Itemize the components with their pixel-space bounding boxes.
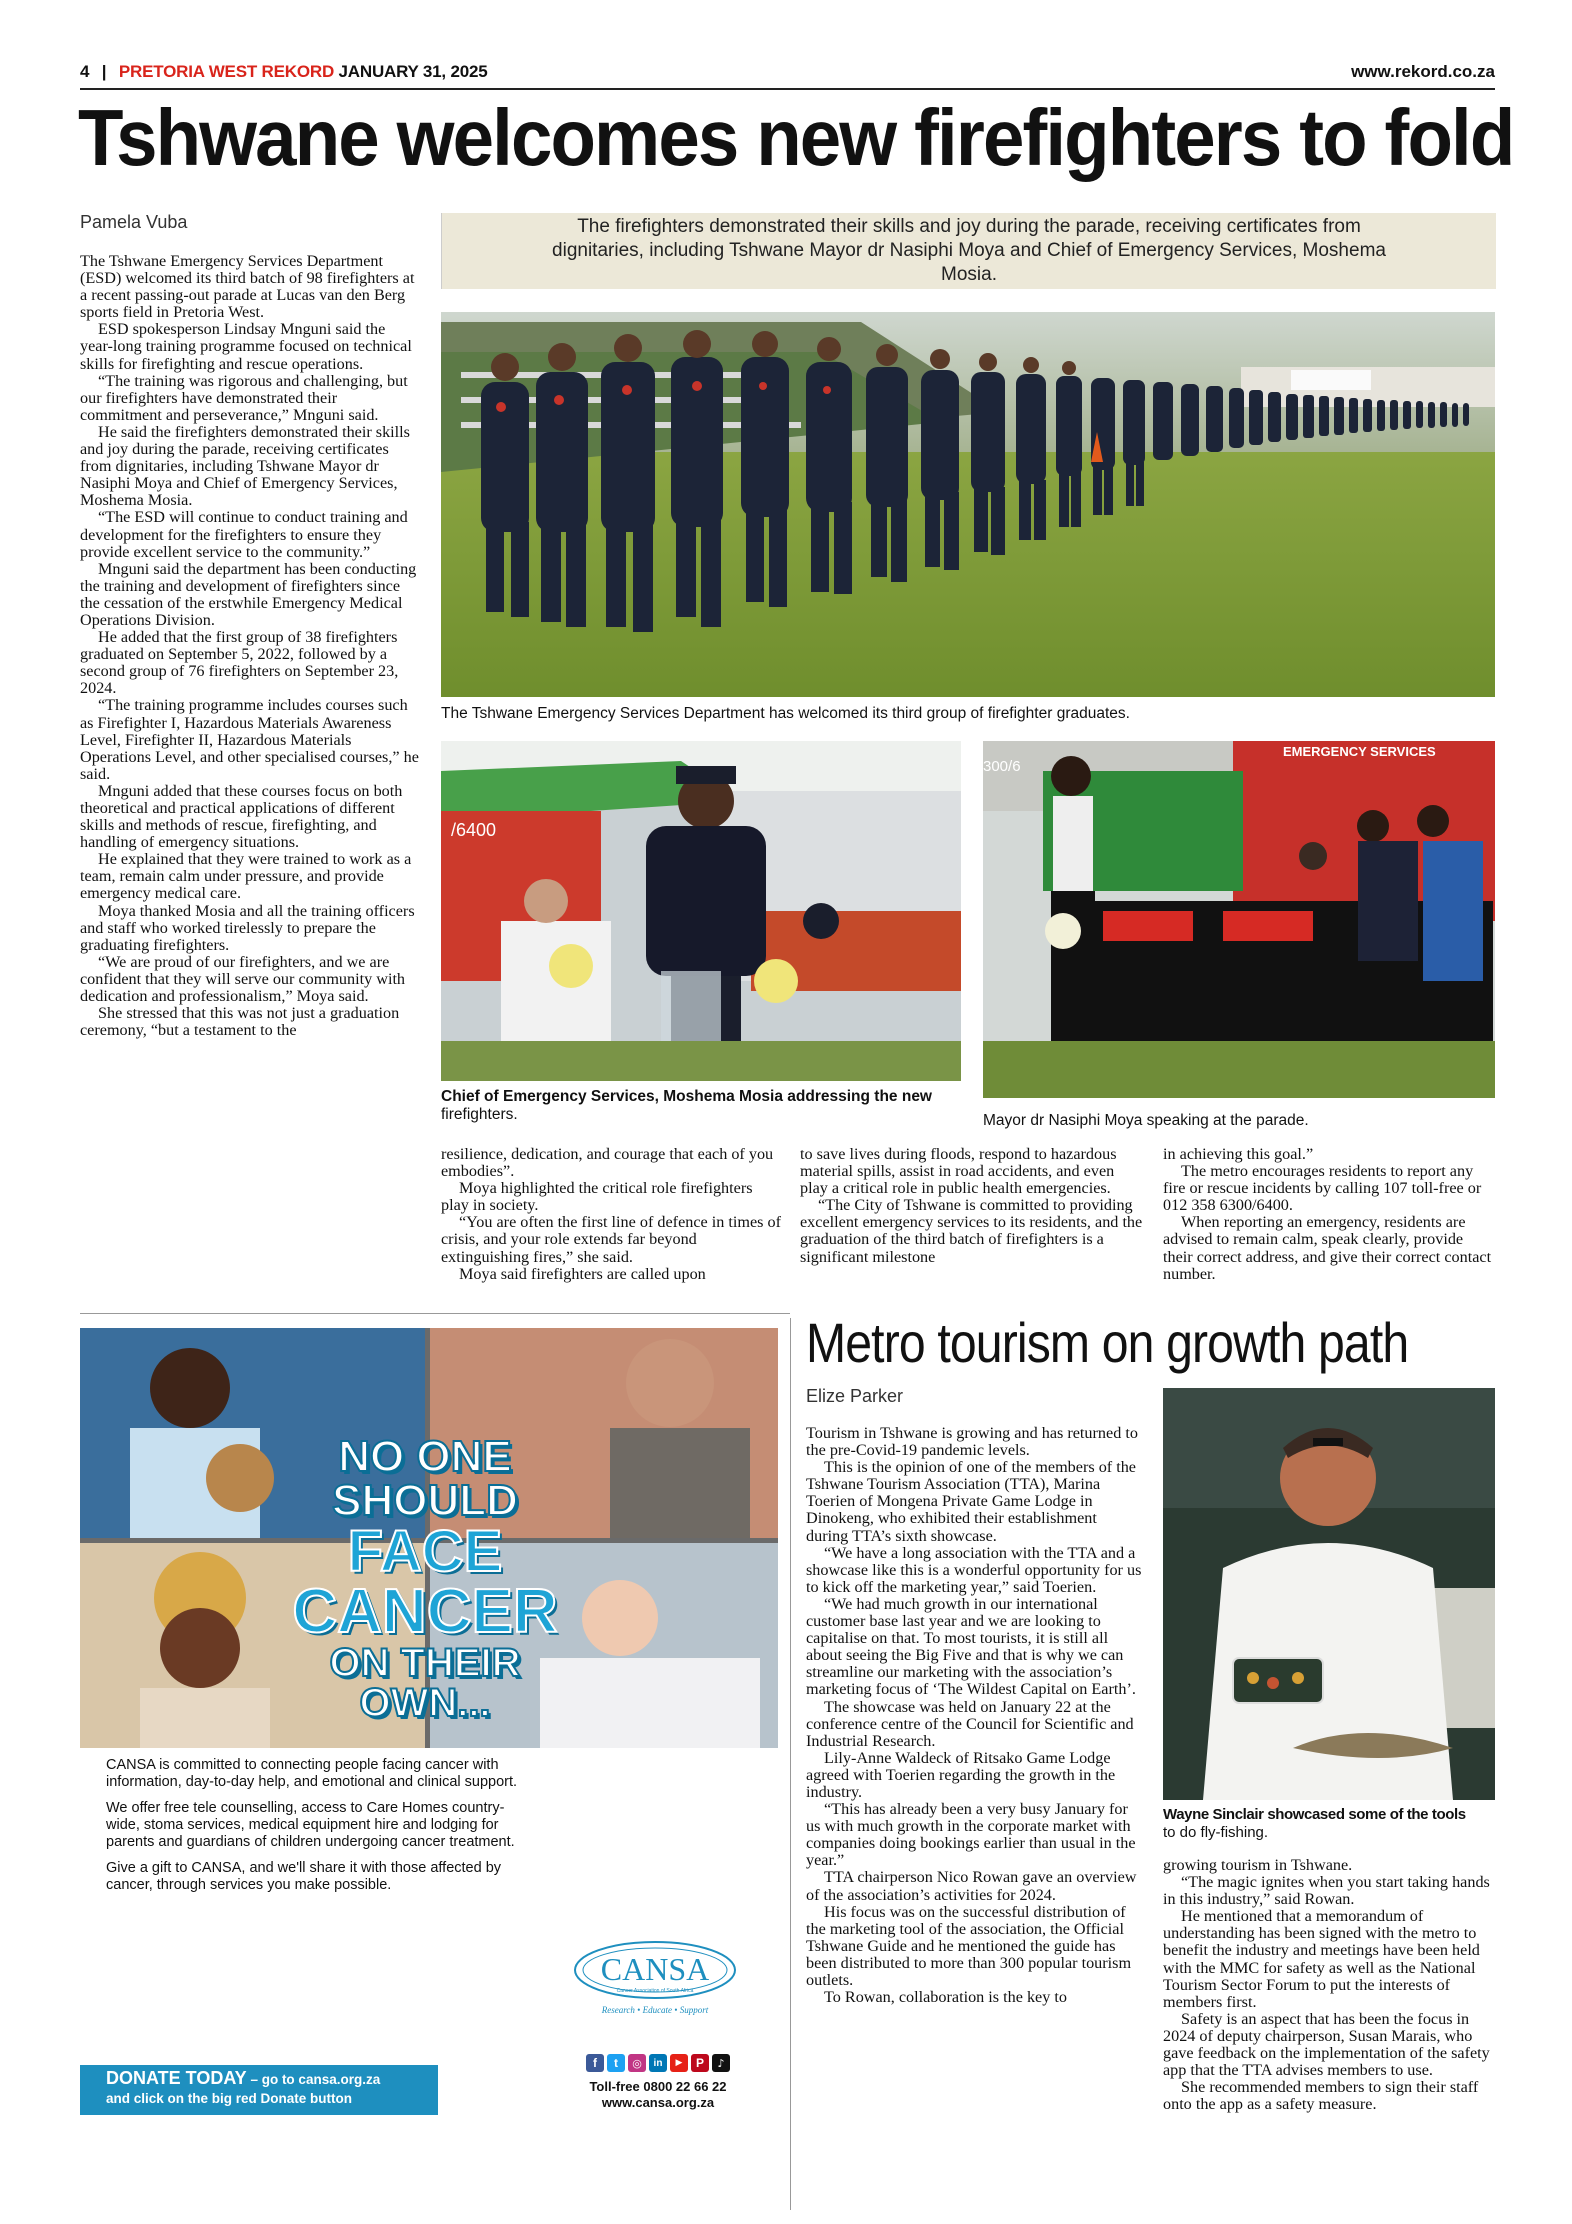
section-divider (790, 1318, 791, 2210)
chief-speaking-photo (441, 741, 961, 1081)
article-column-3 (800, 1146, 1144, 1266)
issue-date: JANUARY 31, 2025 (338, 62, 488, 81)
paragraph: “We have a long association with the TTA and a showcase like this is a wonderful opportunity for us to kick off the marketing year,” said Toerien. (806, 1543, 1142, 1596)
paragraph: Mnguni added that these courses focus on both theoretical and practical applications of different skills and methods of rescue, firefighting, and handling of emergency situations. (80, 781, 403, 852)
article-column-2 (441, 1146, 781, 1283)
paragraph: “This has already been a very busy January for us with much growth in the corporate market with companies doing bookings earlier than usual in the year.” (806, 1800, 1136, 1870)
wayne-photo-caption (1163, 1806, 1503, 1842)
paragraph: ESD spokesperson Lindsay Mnguni said the year-long training programme focused on technical skills for firefighting and rescue operations. (80, 320, 412, 373)
paragraph: He explained that they were trained to work as a team, remain calm under pressure, and provide emergency medical care. (80, 850, 412, 903)
ad-line: OWN... (359, 1681, 491, 1725)
truck-sign-right: EMERGENCY SERVICES (1283, 744, 1436, 759)
tourism-column-2 (1163, 1857, 1495, 2113)
site-url[interactable]: www.rekord.co.za (1351, 62, 1495, 81)
paragraph: The Tshwane Emergency Services Department (ESD) welcomed its third batch of 98 firefighters at a recent passing-out parade at Lucas van den Berg sports field in Pretoria West. (80, 252, 415, 322)
caption-bold: Wayne Sinclair showcased some of the tools (1163, 1806, 1466, 1823)
paragraph: This is the opinion of one of the members of the Tshwane Tourism Association (TTA), Marina Toerien of Mongena Private Game Lodge in Dinokeng, who exhibited their establishment during TTA’s sixth showcase. (806, 1458, 1136, 1545)
mayor-speaking-image (983, 741, 1495, 1098)
cansa-ad-body (106, 1757, 536, 1903)
chief-photo-caption (441, 1088, 961, 1124)
paragraph: Tourism in Tshwane is growing and has returned to the pre-Covid-19 pandemic levels. (806, 1424, 1138, 1460)
ad-paragraph: CANSA is committed to connecting people facing cancer with information, day-to-day help, and emotional and clinical support. (106, 1757, 518, 1790)
cansa-website[interactable]: www.cansa.org.za (601, 2095, 715, 2110)
header-rule (80, 88, 1495, 90)
cansa-logo (570, 1938, 740, 2018)
pinterest-icon[interactable]: P (691, 2054, 709, 2072)
paragraph: “We are proud of our firefighters, and we are confident that they will serve our community with dedication and professionalism,” Moya said. (80, 952, 406, 1006)
pull-quote (441, 213, 1496, 289)
paragraph: Moya highlighted the critical role firefighters play in society. (441, 1179, 753, 1215)
paragraph: He added that the first group of 38 firefighters graduated on September 5, 2022, followed by a second group of 76 firefighters on September 23, 2024. (80, 628, 399, 698)
paragraph: Moya thanked Mosia and all the training officers and staff who worked tirelessly to prepare the graduating firefighters. (80, 901, 415, 954)
paragraph: “You are often the first line of defence in times of crisis, and your role extends far beyond extinguishing fires,” she said. (441, 1213, 782, 1266)
paragraph: Moya said firefighters are called upon (459, 1264, 706, 1283)
linkedin-icon[interactable]: in (649, 2054, 667, 2072)
cansa-contact (560, 2079, 756, 2111)
mayor-speaking-photo (983, 741, 1495, 1098)
paragraph: To Rowan, collaboration is the key to (824, 1988, 1067, 2007)
paragraph: He said the firefighters demonstrated their skills and joy during the parade, receiving certificates from dignitaries, including Tshwane Mayor dr Nasiphi Moya and Chief of Emergency Services, Moshema Mosia. (80, 422, 410, 510)
tiktok-icon[interactable]: ♪ (712, 2054, 730, 2072)
caption-bold: Chief of Emergency Services, Moshema Mosia addressing the new (441, 1088, 932, 1105)
paragraph: resilience, dedication, and courage that each of you embodies”. (441, 1145, 774, 1181)
paragraph: “We had much growth in our international customer base last year and we are looking to capitalise on that. To most tourists, it is still all about seeing the Big Five and that is why we can streamline our marketing with the association’s marketing focus of ‘The Wildest Capital on Earth’. (806, 1594, 1136, 1699)
caption-rest: firefighters. (441, 1106, 518, 1123)
article-column-4 (1163, 1146, 1495, 1283)
ad-top-rule (80, 1313, 790, 1314)
logo-tagline: Research • Educate • Support (601, 2005, 709, 2015)
ad-paragraph: We offer free tele counselling, access to Care Homes country-wide, stoma services, medical equipment hire and lodging for parents and guardians of children undergoing cancer treatment. (106, 1800, 515, 1850)
paragraph: in achieving this goal.” (1163, 1145, 1314, 1163)
article-byline: Pamela Vuba (80, 212, 188, 232)
logo-sub: Cancer Association of South Africa (616, 1988, 694, 1994)
paragraph: “The ESD will continue to conduct training and development for the firefighters to ensure they provide excellent service to the community.” (80, 508, 408, 561)
wayne-sinclair-photo (1163, 1388, 1495, 1800)
ad-line: SHOULD (332, 1476, 518, 1525)
publication-name: PRETORIA WEST REKORD (118, 62, 335, 81)
paragraph: The metro encourages residents to report any fire or rescue incidents by calling 107 toll-free or 012 358 6300/6400. (1163, 1162, 1482, 1215)
mayor-photo-caption: Mayor dr Nasiphi Moya speaking at the parade. (983, 1112, 1309, 1129)
logo-text: CANSA (600, 1951, 710, 1987)
parade-photo (441, 312, 1495, 697)
youtube-icon[interactable]: ▶ (670, 2054, 688, 2072)
tourism-headline: Metro tourism on growth path (806, 1311, 1409, 1374)
ad-line: FACE (347, 1519, 503, 1584)
paragraph: When reporting an emergency, residents are advised to remain calm, speak clearly, provide their correct address, and give their correct contact number. (1163, 1213, 1492, 1283)
donate-rest: – go to cansa.org.za (246, 2072, 381, 2087)
main-photo-caption: The Tshwane Emergency Services Department has welcomed its third group of firefighter graduates. (441, 705, 1130, 722)
paragraph: Mnguni said the department has been conducting the training and development of firefighters since the cessation of the erstwhile Emergency Medical Operations Division. (80, 559, 417, 629)
paragraph: She stressed that this was not just a graduation ceremony, “but a testament to the (80, 1004, 400, 1040)
paragraph: growing tourism in Tshwane. (1163, 1856, 1353, 1874)
page-folio (80, 62, 487, 82)
tourism-byline: Elize Parker (806, 1386, 904, 1406)
paragraph: Lily-Anne Waldeck of Ritsako Game Lodge agreed with Toerien regarding the growth in the industry. (806, 1748, 1116, 1801)
truck-sign-right-2: 300/6 (983, 758, 1021, 775)
paragraph: TTA chairperson Nico Rowan gave an overview of the association’s activities for 2024. (806, 1868, 1137, 1904)
folio-separator: | (101, 62, 107, 81)
tourism-column-1 (806, 1425, 1142, 2006)
donate-banner[interactable] (80, 2065, 438, 2115)
ad-line: ON THEIR (329, 1641, 521, 1685)
paragraph: Safety is an aspect that has been the focus in 2024 of deputy chairperson, Susan Marais, who gave feedback on the implementation of the safety app that the TTA advises members to use. (1163, 2009, 1490, 2080)
paragraph: “The training was rigorous and challenging, but our firefighters have demonstrated their commitment and perseverance,” Mnguni said. (80, 371, 408, 424)
paragraph: She recommended members to sign their staff onto the app as a safety measure. (1163, 2078, 1479, 2114)
tollfree-number: Toll-free 0800 22 66 22 (589, 2079, 727, 2094)
paragraph: to save lives during floods, respond to hazardous material spills, assist in road accidents, and even play a critical role in public health emergencies. (800, 1145, 1117, 1198)
donate-bold: DONATE TODAY (106, 2068, 247, 2088)
caption-rest: to do fly-fishing. (1163, 1824, 1269, 1841)
parade-photo-image (441, 312, 1495, 697)
paragraph: He mentioned that a memorandum of understanding has been signed with the metro to benefit the industry and meetings have been held with the MMC for safety as well as the National Tourism Sector Forum to put the interests of members first. (1163, 1907, 1480, 2011)
facebook-icon[interactable]: f (586, 2054, 604, 2072)
paragraph: “The training programme includes courses such as Firefighter I, Hazardous Materials Awareness Level, Firefighter II, Hazardous Materials Operations Level, and other specialised courses,” he said. (80, 696, 419, 783)
twitter-icon[interactable]: t (607, 2054, 625, 2072)
article-headline: Tshwane welcomes new firefighters to fold (78, 93, 1514, 182)
ad-line: CANCER (292, 1577, 558, 1646)
donate-line-2: and click on the big red Donate button (106, 2091, 353, 2106)
page-number: 4 (80, 62, 90, 81)
social-icons (573, 2054, 743, 2072)
paragraph: The showcase was held on January 22 at the conference centre of the Council for Scientific and Industrial Research. (806, 1697, 1134, 1750)
cansa-logo-mark (570, 1938, 740, 2018)
paragraph: His focus was on the successful distribution of the marketing tool of the association, the Official Tshwane Guide and he mentioned the guide has been distributed to more than 300 popular tourism outlets. (806, 1902, 1132, 1989)
cansa-ad-headline (260, 1432, 590, 1725)
paragraph: “The City of Tshwane is committed to providing excellent emergency services to its residents, and the graduation of the third batch of firefighters is a significant milestone (800, 1196, 1143, 1266)
pull-quote-text: The firefighters demonstrated their skills and joy during the parade, receiving certificates from dignitaries, including Tshwane Mayor dr Nasiphi Moya and Chief of Emergency Services, Moshema Mosia. (552, 216, 1386, 285)
ad-paragraph: Give a gift to CANSA, and we'll share it with those affected by cancer, through services you make possible. (106, 1860, 502, 1893)
truck-sign-text: /6400 (451, 820, 497, 840)
instagram-icon[interactable]: ◎ (628, 2054, 646, 2072)
paragraph: “The magic ignites when you start taking hands in this industry,” said Rowan. (1163, 1873, 1490, 1909)
article-column-1 (80, 253, 422, 1039)
wayne-sinclair-image (1163, 1388, 1495, 1800)
chief-speaking-image (441, 741, 961, 1081)
ad-line: NO ONE (338, 1432, 512, 1481)
